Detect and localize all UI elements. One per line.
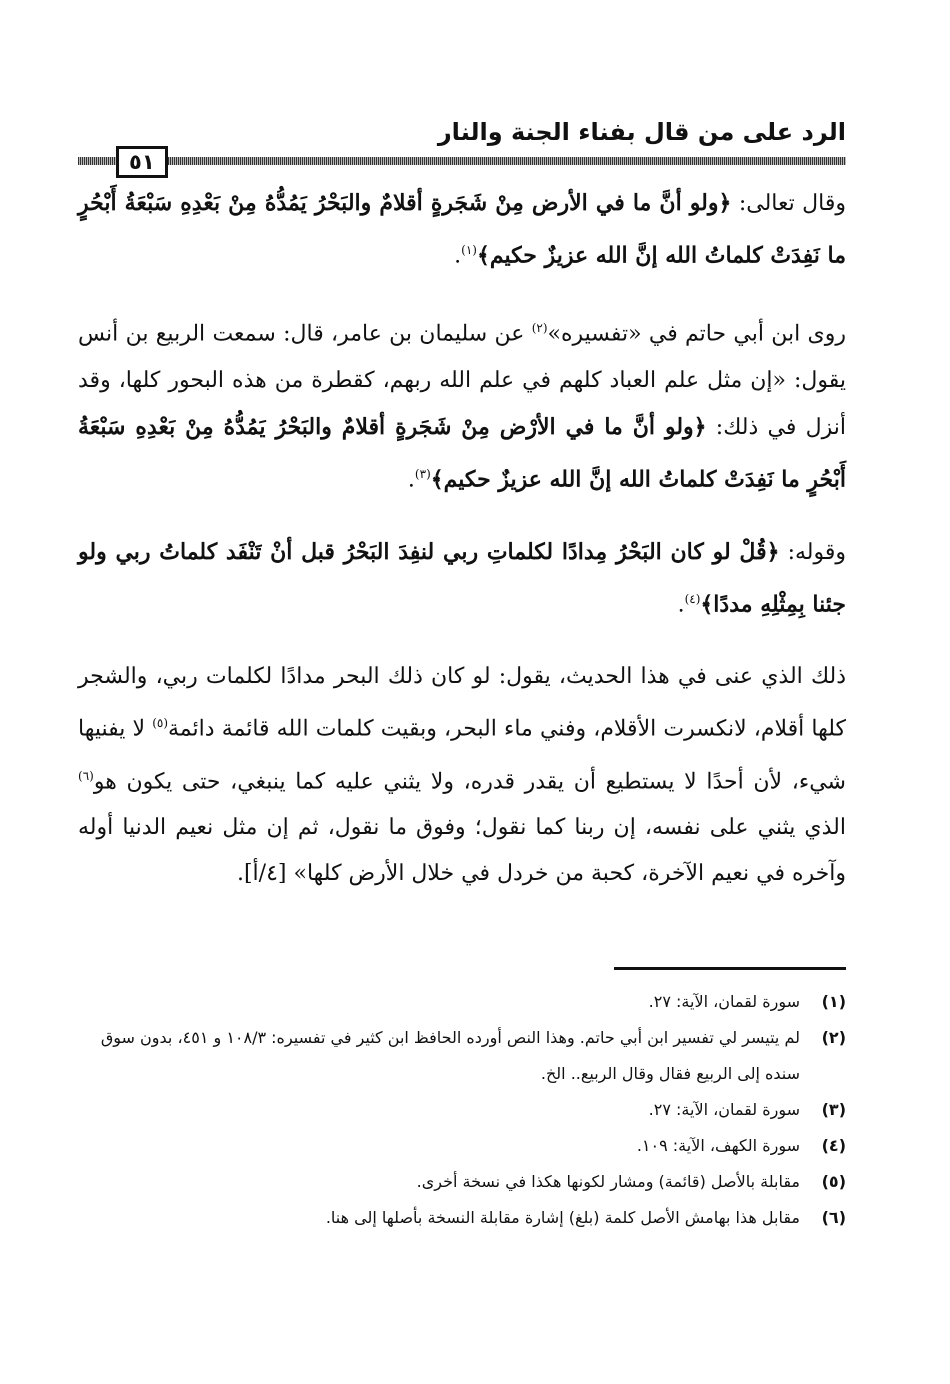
footnote-number: (٣) — [821, 1099, 846, 1119]
body-text — [78, 180, 846, 897]
paragraph-tail: . — [407, 466, 415, 492]
quran-quote: ﴿ولو أنَّ ما في الأرض مِنْ شَجَرةٍ أقلامٌ والبَحْرُ يَمُدُّهُ مِنْ بَعْدِهِ سَبْعَةُ أَبْحُرٍ ما نَفِدَتْ كلماتُ الله إنَّ الله عزيزٌ حكيم﴾ — [78, 190, 846, 269]
footnote-item — [78, 1164, 846, 1200]
footnote-number: (٦) — [821, 1207, 846, 1227]
paragraph-tail: . — [454, 243, 462, 269]
paragraph-lead: روى ابن أبي حاتم في «تفسيره» — [547, 321, 846, 347]
running-header — [78, 110, 846, 174]
paragraph-3 — [78, 529, 846, 628]
footnote-number: (٢) — [821, 1027, 846, 1047]
footnote-item — [78, 1092, 846, 1128]
footnote-number: (٥) — [821, 1171, 846, 1191]
footnote-ref[interactable]: (٣) — [414, 466, 431, 481]
footnote-ref[interactable]: (٤) — [684, 591, 701, 606]
quran-quote: ﴿ولو أنَّ ما في الأرْض مِنْ شَجَرةٍ أقلامٌ والبَحْرُ يَمُدُّهُ مِنْ بَعْدِهِ سَبْعَةُ أَبْحُرٍ ما نَفِدَتْ كلماتُ الله إنَّ الله عزيزٌ حكيم﴾ — [78, 413, 846, 492]
running-title: الرد على من قال بفناء الجنة والنار — [437, 118, 846, 146]
paragraph-text: ذلك الذي عنى في هذا الحديث، يقول: لو كان ذلك البحر مدادًا لكلمات ربي، والشجر كلها أقلام، لانكسرت الأقلام، وفني ماء البحر، وبقيت كلمات الله قائمة دائمة — [78, 664, 847, 742]
footnote-item — [78, 984, 846, 1020]
footnote-text: لم يتيسر لي تفسير ابن أبي حاتم. وهذا النص أورده الحافظ ابن كثير في تفسيره: ١٠٨/٣ و ٤٥١، بدون سوق سنده إلى الربيع فقال وقال الربيع.. الخ. — [100, 1027, 800, 1083]
paragraph-4 — [78, 654, 846, 897]
footnote-item — [78, 1128, 846, 1164]
footnote-ref[interactable]: (٢) — [531, 321, 548, 336]
footnote-item — [78, 1200, 846, 1236]
paragraph-1 — [78, 180, 846, 279]
footnote-separator — [614, 967, 846, 970]
footnotes-list — [78, 984, 846, 1236]
book-page — [78, 110, 846, 1236]
quran-quote: ﴿قُلْ لو كان البَحْرُ مِدادًا لكلماتِ ربي لنفِدَ البَحْرُ قبل أنْ تَنْفَد كلماتُ ربي ولو جئنا بِمِثْلِهِ مددًا﴾ — [78, 538, 846, 618]
paragraph-lead: وقوله: — [779, 539, 846, 565]
footnote-ref[interactable]: (٥) — [152, 716, 169, 731]
footnote-ref[interactable]: (٦) — [78, 768, 94, 783]
page-number: ٥١ — [116, 146, 168, 178]
paragraph-text: الذي يثني على نفسه، إن ربنا كما نقول؛ وفوق ما نقول، ثم إن مثل نعيم الدنيا أوله وآخره في نعيم الآخرة، كحبة من خردل في خلال الأرض كلها» [٤/أ]. — [78, 814, 846, 886]
footnote-number: (٤) — [821, 1135, 846, 1155]
footnote-number: (١) — [821, 991, 846, 1011]
paragraph-text: لا يفنيها شيء، لأن أحدًا لا يستطيع أن يقدر قدره، ولا يثني عليه كما ينبغي، حتى يكون هو — [78, 716, 846, 794]
footnote-text: سورة الكهف، الآية: ١٠٩. — [636, 1135, 800, 1155]
footnote-item — [78, 1020, 846, 1092]
footnote-text: سورة لقمان، الآية: ٢٧. — [648, 991, 800, 1011]
paragraph-2 — [78, 305, 846, 503]
footnote-ref[interactable]: (١) — [461, 243, 477, 257]
paragraph-lead: وقال تعالى: — [731, 191, 846, 216]
footnote-text: سورة لقمان، الآية: ٢٧. — [648, 1099, 800, 1119]
header-rule — [78, 157, 846, 165]
footnote-text: مقابل هذا بهامش الأصل كلمة (بلغ) إشارة مقابلة النسخة بأصلها إلى هنا. — [325, 1207, 800, 1227]
paragraph-tail: . — [677, 592, 685, 618]
footnote-text: مقابلة بالأصل (قائمة) ومشار لكونها هكذا في نسخة أخرى. — [416, 1171, 800, 1191]
paragraph-text: عن سليمان بن عامر، قال: سمعت الربيع بن أنس يقول: «إن مثل علم العباد كلهم في علم الله ربهم، كقطرة من هذه البحور كلها، وقد أنزل في ذلك: — [78, 321, 846, 440]
